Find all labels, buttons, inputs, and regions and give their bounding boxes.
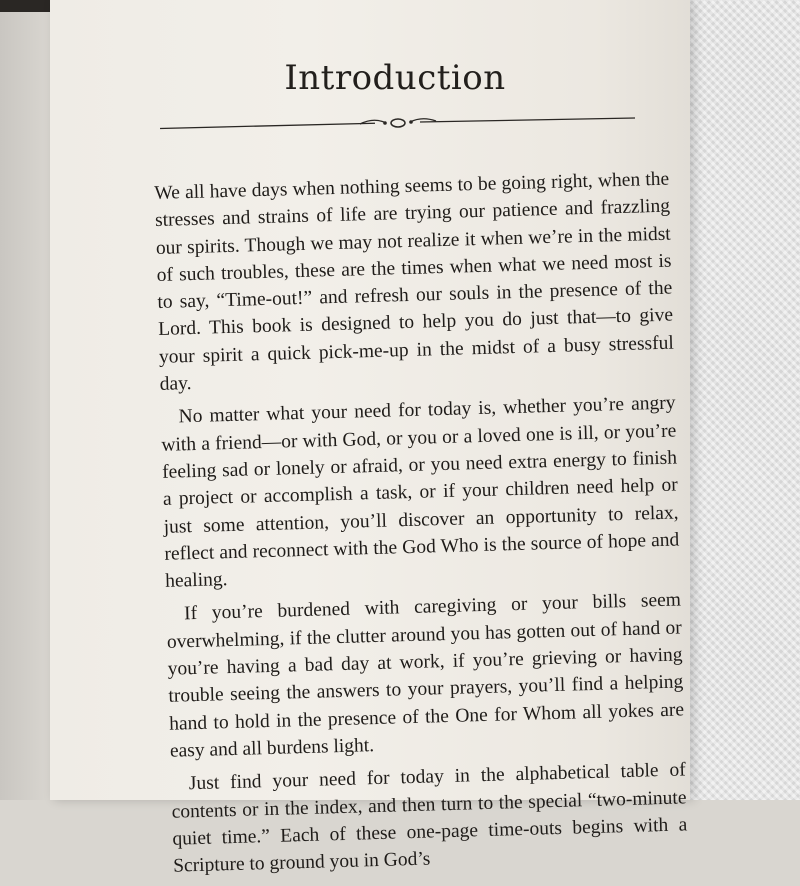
- paragraph: No matter what your need for today is, whether you’re angry with a friend—or with God, or you or a loved one is ill, or you’re feeling sad or lonely or afraid, or you need extra energy to finish a project or accomplish a task, or if your children need help or just some attention, you’ll discover an opportunity to relax, reflect and reconnect with the God Who is the source of hope and healing.: [161, 392, 680, 592]
- book-page: [50, 0, 690, 877]
- page-title: Introduction: [284, 58, 506, 98]
- paragraph: Just find your need for today in the alphabetical table of contents or in the index, and then turn to the special “two-minute quiet time.” Each of these one-page time-outs begins with a Scripture to ground you in God’s: [171, 759, 688, 877]
- title-ornament-divider: [160, 114, 635, 134]
- paragraph: We all have days when nothing seems to be going right, when the stresses and strains of life are trying our patience and frazzling our spirits. Though we may not realize it when we’re in the midst of such troubles, these are the times when what we need most is to say, “Time-out!” and refresh our souls in the presence of the Lord. This book is designed to help you do just that—to give your spirit a quick pick-me-up in the midst of a busy stressful day.: [154, 168, 675, 395]
- body-text: [154, 166, 689, 886]
- paragraph: If you’re burdened with caregiving or your bills seem overwhelming, if the clutter around you has gotten out of hand or you’re having a bad day at work, if you’re grieving or having trouble seeing the answers to your prayers, you’ll find a helping hand to hold in the presence of the One for Whom all yokes are easy and all burdens light.: [166, 589, 685, 762]
